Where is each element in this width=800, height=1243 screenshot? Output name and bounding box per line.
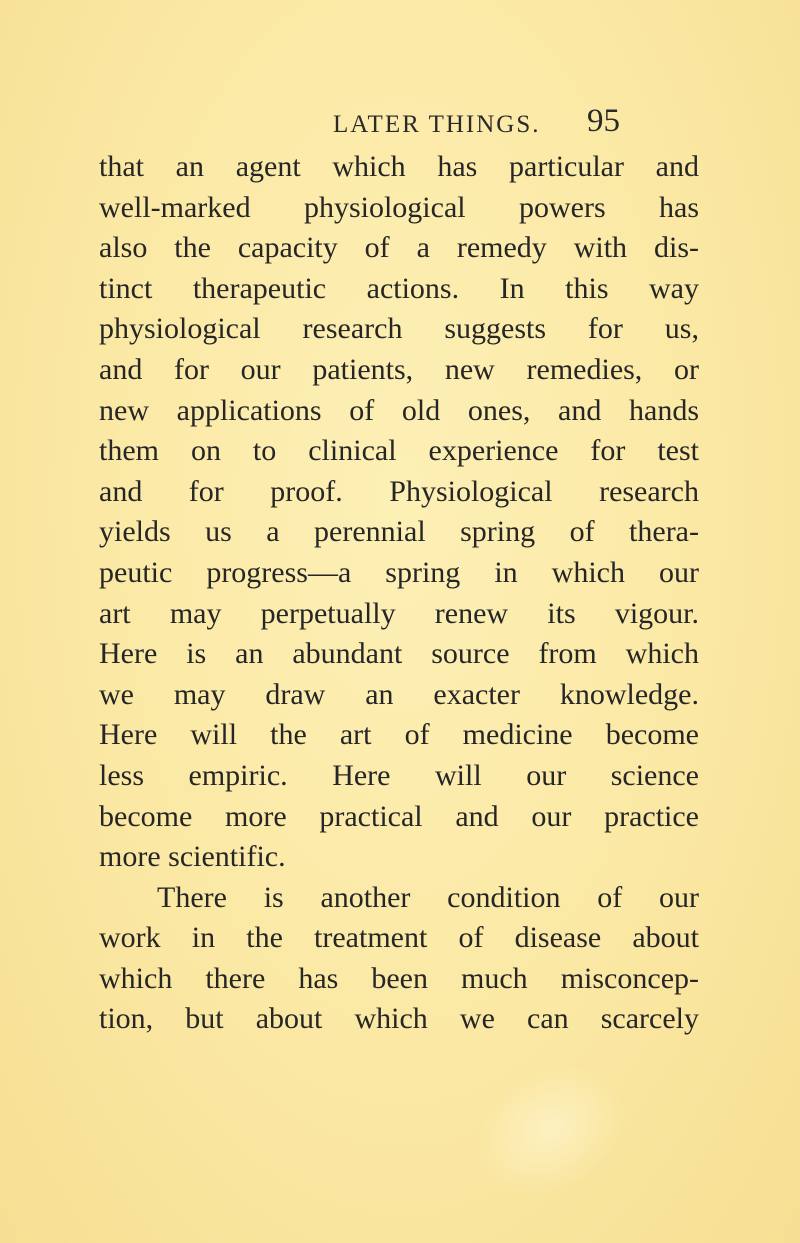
text-line: we may draw an exacter knowledge. [99,677,699,711]
text-line: less empiric. Here will our science [99,758,699,792]
text-line: and for proof. Physiological research [99,474,699,508]
text-line: peutic progress—a spring in which our [99,555,699,589]
text-line: become more practical and our practice [99,799,699,833]
text-line: which there has been much misconcep- [99,961,699,995]
text-line: tinct therapeutic actions. In this way [99,271,699,305]
text-line: tion, but about which we can scarcely [99,1002,699,1036]
text-line: and for our patients, new remedies, or [99,352,699,386]
paragraph-start-line: There is another condition of our [157,880,699,914]
text-line: work in the treatment of disease about [99,921,699,955]
text-line: physiological research suggests for us, [99,312,699,346]
text-line: new applications of old ones, and hands [99,393,699,427]
text-line: well-marked physiological powers has [99,190,699,224]
text-line: that an agent which has particular and [99,150,699,183]
page-number: 95 [587,103,620,139]
text-line: them on to clinical experience for test [99,434,699,468]
text-line: also the capacity of a remedy with dis- [99,231,699,265]
text-line: Here is an abundant source from which [99,637,699,671]
text-line: Here will the art of medicine become [99,718,699,752]
body-text [99,147,699,1040]
paper-smudge [451,1038,650,1222]
text-line: more scientific. [99,840,286,874]
running-title: LATER THINGS. [333,111,541,138]
text-line: art may perpetually renew its vigour. [99,596,699,630]
page-header [0,103,800,143]
text-line: yields us a perennial spring of thera- [99,515,699,549]
